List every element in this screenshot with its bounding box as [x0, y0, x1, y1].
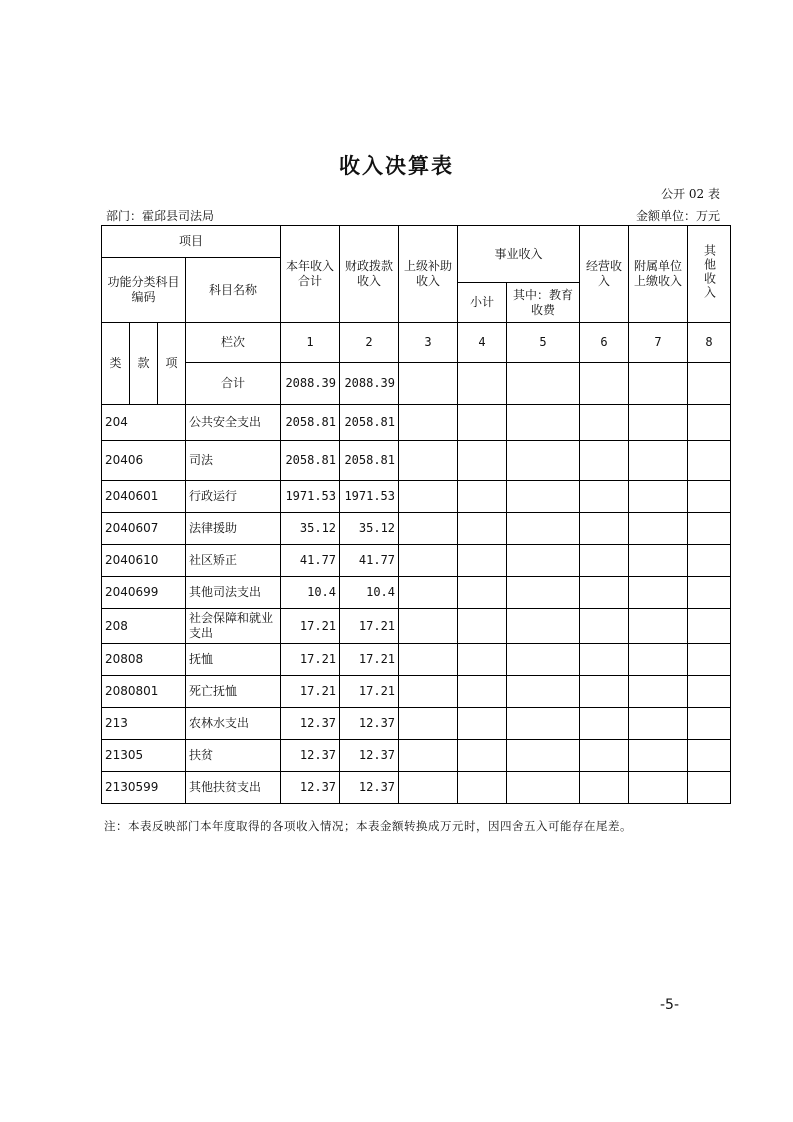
row-value [580, 513, 629, 545]
total-value [507, 363, 580, 405]
row-value [580, 609, 629, 644]
department-label: 部门：霍邱县司法局 [106, 209, 215, 223]
row-value [629, 740, 688, 772]
row-value [629, 676, 688, 708]
row-value [507, 481, 580, 513]
row-value: 35.12 [281, 513, 340, 545]
row-value: 12.37 [281, 740, 340, 772]
row-value [507, 708, 580, 740]
row-value [458, 740, 507, 772]
total-value [458, 363, 507, 405]
row-value [629, 545, 688, 577]
row-value [399, 708, 458, 740]
table-row [102, 481, 731, 513]
row-value: 41.77 [281, 545, 340, 577]
header-superior: 上级补助收入 [399, 226, 458, 323]
row-value [399, 577, 458, 609]
header-project: 项目 [102, 226, 281, 258]
row-value [688, 772, 731, 804]
row-value [580, 545, 629, 577]
row-value: 12.37 [340, 708, 399, 740]
header-other-text: 其他收入 [702, 244, 717, 300]
header-kuan: 款 [130, 323, 158, 405]
row-value [458, 676, 507, 708]
row-value [688, 545, 731, 577]
row-value: 1971.53 [340, 481, 399, 513]
row-value [580, 644, 629, 676]
row-code: 2040601 [102, 481, 186, 513]
page-title: 收入决算表 [339, 153, 454, 178]
row-value [688, 644, 731, 676]
row-name: 其他司法支出 [186, 577, 281, 609]
header-fiscal: 财政拨款收入 [340, 226, 399, 323]
header-func-code: 功能分类科目编码 [102, 258, 186, 323]
row-value [580, 441, 629, 481]
row-value [688, 577, 731, 609]
row-name: 死亡抚恤 [186, 676, 281, 708]
row-value [629, 441, 688, 481]
row-value [399, 545, 458, 577]
row-value [580, 676, 629, 708]
row-name: 抚恤 [186, 644, 281, 676]
row-value [399, 513, 458, 545]
header-affiliated: 附属单位上缴收入 [629, 226, 688, 323]
row-value [580, 740, 629, 772]
row-value [458, 481, 507, 513]
total-label: 合计 [186, 363, 281, 405]
row-value [399, 609, 458, 644]
row-value [399, 441, 458, 481]
row-value [507, 545, 580, 577]
total-value [629, 363, 688, 405]
row-value: 41.77 [340, 545, 399, 577]
row-code: 2080801 [102, 676, 186, 708]
row-value [458, 441, 507, 481]
row-value [688, 405, 731, 441]
row-name: 社区矫正 [186, 545, 281, 577]
form-number: 公开 02 表 [661, 187, 720, 201]
row-value [507, 405, 580, 441]
row-value [629, 513, 688, 545]
header-business: 事业收入 [458, 226, 580, 283]
row-name: 法律援助 [186, 513, 281, 545]
row-name: 公共安全支出 [186, 405, 281, 441]
unit-label: 金额单位：万元 [635, 209, 720, 223]
total-value [399, 363, 458, 405]
row-value: 2058.81 [281, 441, 340, 481]
row-value: 1971.53 [281, 481, 340, 513]
row-value [688, 609, 731, 644]
column-number: 6 [580, 323, 629, 363]
row-value [629, 772, 688, 804]
row-value [507, 513, 580, 545]
table-row [102, 577, 731, 609]
total-value: 2088.39 [281, 363, 340, 405]
row-value [629, 644, 688, 676]
row-value: 2058.81 [340, 405, 399, 441]
row-value [399, 405, 458, 441]
column-number: 5 [507, 323, 580, 363]
row-value [458, 609, 507, 644]
row-name: 农林水支出 [186, 708, 281, 740]
row-value [507, 772, 580, 804]
row-value [507, 644, 580, 676]
row-value [507, 577, 580, 609]
row-value: 17.21 [340, 609, 399, 644]
row-value: 10.4 [281, 577, 340, 609]
header-lei: 类 [102, 323, 130, 405]
row-value [629, 405, 688, 441]
column-number: 1 [281, 323, 340, 363]
row-value [629, 481, 688, 513]
row-value: 17.21 [281, 644, 340, 676]
row-value [458, 644, 507, 676]
column-number: 7 [629, 323, 688, 363]
row-name: 扶贫 [186, 740, 281, 772]
header-subject-name: 科目名称 [186, 258, 281, 323]
row-value: 10.4 [340, 577, 399, 609]
row-value [580, 772, 629, 804]
table-row [102, 513, 731, 545]
row-value: 17.21 [340, 644, 399, 676]
row-value [399, 740, 458, 772]
row-value [399, 481, 458, 513]
lanci-label: 栏次 [186, 323, 281, 363]
header-xiang: 项 [158, 323, 186, 405]
row-value [629, 708, 688, 740]
row-value [507, 441, 580, 481]
row-value [629, 609, 688, 644]
total-value [580, 363, 629, 405]
column-number: 8 [688, 323, 731, 363]
row-value [507, 740, 580, 772]
row-value [688, 708, 731, 740]
row-value [458, 577, 507, 609]
page-number: -5- [660, 997, 680, 1013]
column-number: 2 [340, 323, 399, 363]
row-code: 20406 [102, 441, 186, 481]
row-value [580, 405, 629, 441]
row-value [399, 772, 458, 804]
row-value: 17.21 [281, 676, 340, 708]
table-row [102, 772, 731, 804]
row-code: 2040699 [102, 577, 186, 609]
row-value [399, 676, 458, 708]
row-value [580, 577, 629, 609]
table-row [102, 609, 731, 644]
footnote: 注：本表反映部门本年度取得的各项收入情况；本表金额转换成万元时，因四舍五入可能存在尾差。 [104, 819, 632, 833]
row-code: 2040610 [102, 545, 186, 577]
row-value [399, 644, 458, 676]
row-name: 其他扶贫支出 [186, 772, 281, 804]
row-code: 20808 [102, 644, 186, 676]
row-name: 行政运行 [186, 481, 281, 513]
table-row [102, 708, 731, 740]
total-value [688, 363, 731, 405]
row-value [580, 708, 629, 740]
row-value [458, 405, 507, 441]
table-row [102, 545, 731, 577]
row-value [688, 676, 731, 708]
row-value: 17.21 [340, 676, 399, 708]
row-value [458, 545, 507, 577]
total-value: 2088.39 [340, 363, 399, 405]
row-value: 2058.81 [340, 441, 399, 481]
header-operating: 经营收入 [580, 226, 629, 323]
row-value [688, 441, 731, 481]
row-code: 2040607 [102, 513, 186, 545]
row-code: 208 [102, 609, 186, 644]
header-total-income: 本年收入合计 [281, 226, 340, 323]
row-name: 司法 [186, 441, 281, 481]
column-number: 4 [458, 323, 507, 363]
row-value: 2058.81 [281, 405, 340, 441]
row-name: 社会保障和就业支出 [186, 609, 281, 644]
row-value [688, 513, 731, 545]
row-value [507, 676, 580, 708]
table-row [102, 644, 731, 676]
column-number: 3 [399, 323, 458, 363]
row-value: 12.37 [340, 772, 399, 804]
row-value [507, 609, 580, 644]
header-edu-fee: 其中：教育收费 [507, 283, 580, 323]
row-value: 17.21 [281, 609, 340, 644]
row-code: 2130599 [102, 772, 186, 804]
header-other [688, 226, 731, 323]
row-value: 12.37 [281, 772, 340, 804]
row-value [580, 481, 629, 513]
row-code: 204 [102, 405, 186, 441]
row-value [458, 708, 507, 740]
row-value [629, 577, 688, 609]
table-row [102, 740, 731, 772]
row-value: 35.12 [340, 513, 399, 545]
row-value: 12.37 [281, 708, 340, 740]
row-code: 213 [102, 708, 186, 740]
table-row [102, 405, 731, 441]
row-code: 21305 [102, 740, 186, 772]
row-value [688, 481, 731, 513]
table-row [102, 676, 731, 708]
header-subtotal: 小计 [458, 283, 507, 323]
income-table [101, 225, 731, 804]
table-row [102, 441, 731, 481]
row-value [458, 513, 507, 545]
row-value: 12.37 [340, 740, 399, 772]
row-value [688, 740, 731, 772]
row-value [458, 772, 507, 804]
